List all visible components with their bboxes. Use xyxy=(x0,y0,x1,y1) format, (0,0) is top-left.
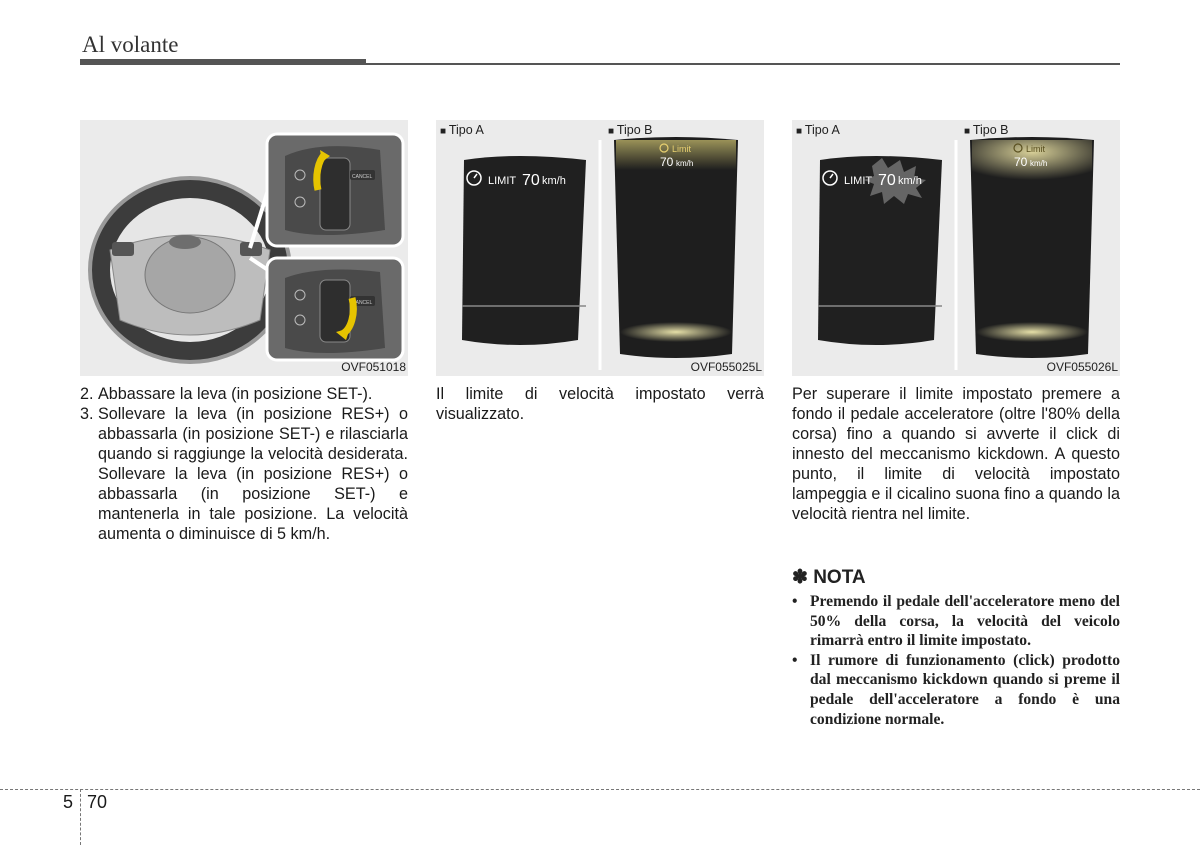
nota-item xyxy=(792,592,1120,651)
tipo-b-label: ■ Tipo B xyxy=(964,123,1009,137)
column-1-text xyxy=(80,384,408,544)
bullet: • xyxy=(792,593,798,610)
footer-divider xyxy=(0,789,1200,790)
tipo-b-speed: 70 xyxy=(1014,155,1028,169)
list-item-text: Sollevare la leva (in posizione RES+) o abbassarla (in posizione SET-) e rilasciarla quando si raggiunge la velocità desiderata. Sollevare la leva (in posizione RES+) o abbassarla (in posizione SET-) e mantenerla in tale posizione. La velocità aumenta o diminuisce di 5 km/h. xyxy=(98,405,408,543)
nota-list xyxy=(792,592,1120,729)
tipo-a-unit: km/h xyxy=(542,175,566,187)
limit-flashing-illustration xyxy=(792,120,1120,376)
bullet: • xyxy=(792,651,798,669)
list-number: 2. xyxy=(80,385,94,403)
figure-code: OVF055025L xyxy=(690,360,762,374)
steering-wheel-illustration xyxy=(80,120,408,376)
limit-display-figure xyxy=(436,120,764,376)
tipo-a-speed: 70 xyxy=(522,172,540,189)
nota-title: ✽ NOTA xyxy=(792,567,866,588)
chapter-number: 5 xyxy=(63,792,74,812)
tipo-b-unit: km/h xyxy=(1030,159,1048,168)
tipo-a-limit-text: LIMIT xyxy=(488,175,517,187)
tipo-a-speed: 70 xyxy=(878,172,896,189)
cancel-label-bottom: CANCEL xyxy=(352,300,373,306)
steering-wheel-figure xyxy=(80,120,408,376)
column-2-text: Il limite di velocità impostato verrà visualizzato. xyxy=(436,385,764,423)
header-rule xyxy=(80,59,366,65)
tipo-a-limit-text: LIMIT xyxy=(844,175,873,187)
tipo-a-unit: km/h xyxy=(898,175,922,187)
tipo-b-limit-text: Limit xyxy=(672,144,692,154)
tipo-b-unit: km/h xyxy=(676,159,694,168)
tipo-b-speed: 70 xyxy=(660,155,674,169)
limit-flashing-figure xyxy=(792,120,1120,376)
tipo-a-label: ■ Tipo A xyxy=(796,123,840,137)
nota-item xyxy=(792,651,1120,729)
figure-code: OVF051018 xyxy=(341,360,406,374)
list-item-text: Abbassare la leva (in posizione SET-). xyxy=(98,385,373,403)
nota-item-text: Il rumore di funzionamento (click) prodotto dal meccanismo kickdown quando si preme il pedale dell'acceleratore a fondo è una condizione normale. xyxy=(810,651,1120,728)
limit-display-illustration xyxy=(436,120,764,376)
tipo-b-limit-text: Limit xyxy=(1026,144,1046,154)
nota-item-text: Premendo il pedale dell'acceleratore meno del 50% della corsa, la velocità del veicolo rimarrà entro il limite impostato. xyxy=(810,593,1120,650)
page-header-title: Al volante xyxy=(82,32,179,57)
tipo-a-label: ■ Tipo A xyxy=(440,123,484,137)
figure-code: OVF055026L xyxy=(1046,360,1118,374)
list-item xyxy=(80,384,408,404)
page-number: 70 xyxy=(87,792,108,812)
column-3-text: Per superare il limite impostato premere a fondo il pedale acceleratore (oltre l'80% della corsa) fino a quando si avverte il click di innesto del meccanismo kickdown. A questo punto, il limite di velocità impostato lampeggia e il cicalino suona fino a quando la velocità rientra nel limite. xyxy=(792,385,1120,523)
list-item xyxy=(80,404,408,544)
footer-vertical-divider xyxy=(80,789,81,845)
cancel-label-top: CANCEL xyxy=(352,174,373,180)
list-number: 3. xyxy=(80,405,94,423)
header-rule-line xyxy=(366,63,1120,65)
tipo-b-label: ■ Tipo B xyxy=(608,123,653,137)
